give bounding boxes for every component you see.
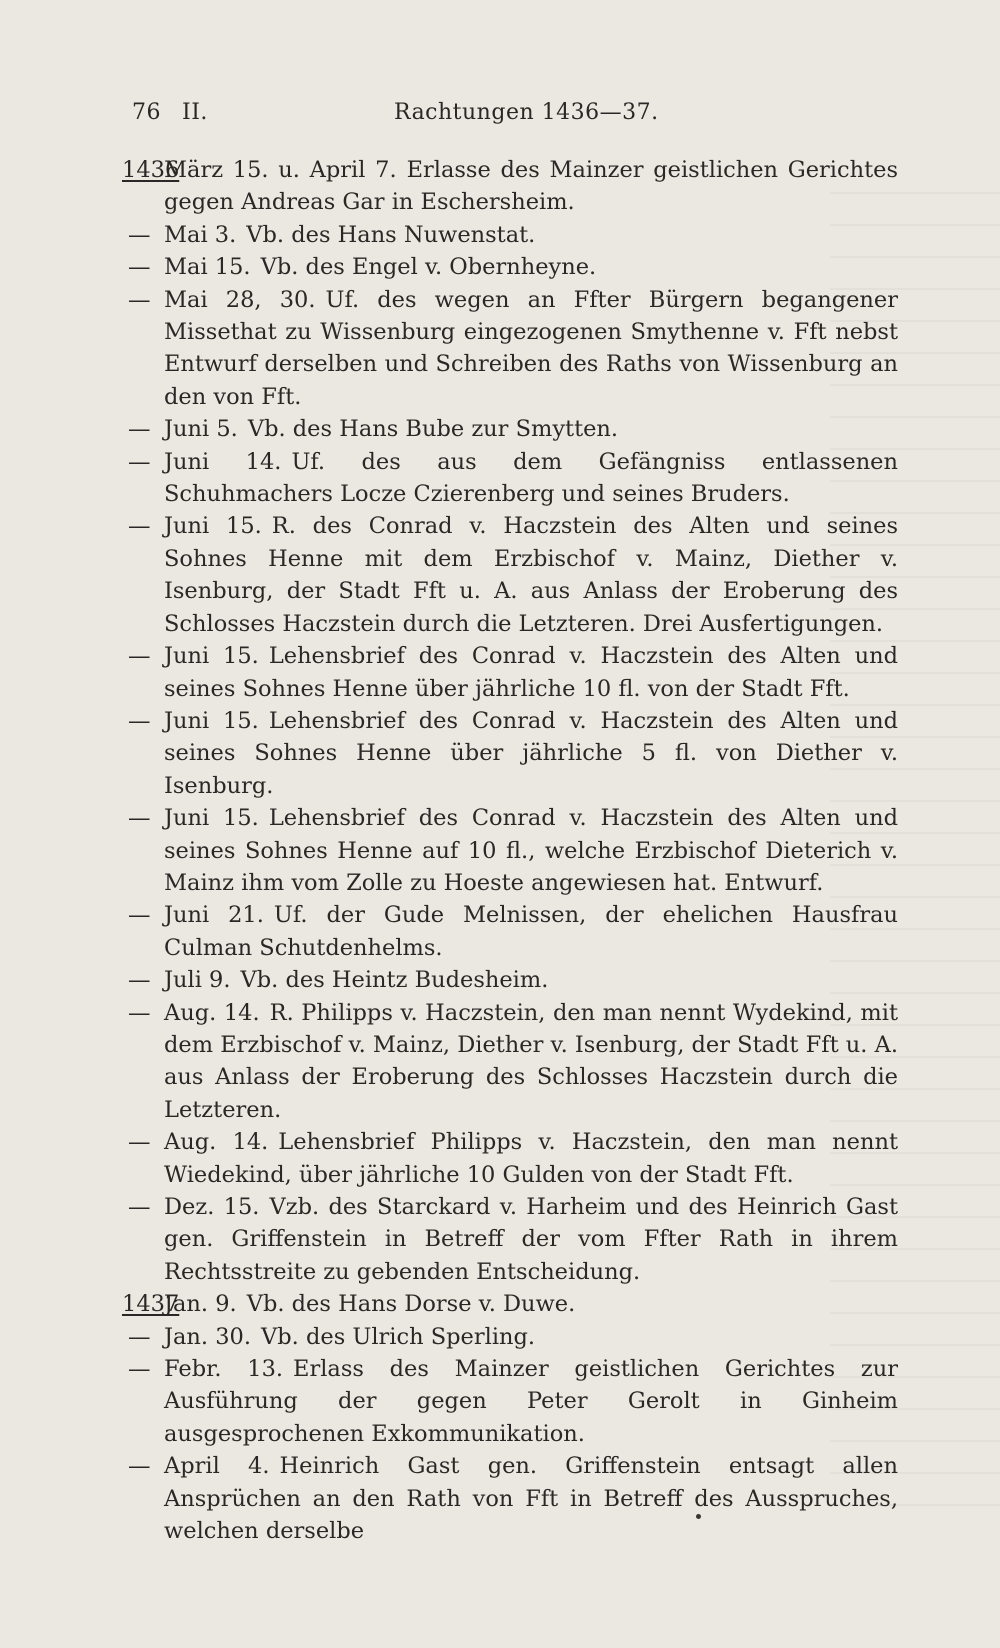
entry-date: Juni 14. xyxy=(164,448,282,475)
entry-date: Mai 28, 30. xyxy=(164,286,316,313)
entry-date: Mai 3. xyxy=(164,221,237,248)
entry-date: Juni 15. xyxy=(164,707,259,734)
list-item xyxy=(122,251,898,283)
entry-date: Febr. 13. xyxy=(164,1356,284,1383)
entry-date: Dez. 15. xyxy=(164,1194,260,1220)
list-item xyxy=(122,1353,898,1450)
ink-speck xyxy=(696,1514,701,1519)
entry-text: Lehensbrief des Conrad v. Haczstein des Alten und seines Sohnes Henne auf 10 fl., welche Erzbischof Dieterich v. Mainz ihm vom Zolle zu Hoeste angewiesen hat. Entwurf. xyxy=(164,805,898,896)
entry-date: Aug. 14. xyxy=(164,1129,269,1156)
list-item xyxy=(122,802,898,899)
entry-dash: — xyxy=(128,805,151,832)
entry-dash: — xyxy=(128,1129,151,1156)
list-item xyxy=(122,446,898,511)
list-item xyxy=(122,1321,898,1353)
entry-text: Erlass des Mainzer geistlichen Gerichtes zur Ausführung der gegen Peter Gerolt in Ginheim ausgesprochenen Exkommunikation. xyxy=(164,1356,898,1447)
entry-year: 1437 xyxy=(122,1291,180,1318)
entry-date: Juli 9. xyxy=(164,967,231,994)
entry-text: Uf. des aus dem Gefängniss entlassenen Schuhmachers Locze Czierenberg und seines Bruders. xyxy=(164,448,898,508)
entry-dash: — xyxy=(128,643,151,670)
entry-dash: — xyxy=(128,1194,151,1220)
entry-dash: — xyxy=(128,513,151,540)
section-number: II. xyxy=(182,100,208,125)
entry-dash: — xyxy=(128,221,151,248)
entry-text: Lehensbrief des Conrad v. Haczstein des Alten und seines Sohnes Henne über jährliche 5 fl. von Diether v. Isenburg. xyxy=(164,707,898,799)
entry-text: Vb. des Hans Bube zur Smytten. xyxy=(247,416,619,443)
list-item xyxy=(122,510,898,640)
entry-text: Heinrich Gast gen. Griffenstein entsagt allen Ansprüchen an den Rath von Fft in Betreff des Ausspruches, welchen derselbe xyxy=(164,1453,898,1545)
entry-dash: — xyxy=(128,967,151,994)
entry-text: R. Philipps v. Haczstein, den man nennt Wydekind, mit dem Erzbischof v. Mainz, Diether v. Isenburg, der Stadt Fft u. A. aus Anlass der Eroberung des Schlosses Haczstein durch die Letzteren. xyxy=(164,999,898,1123)
list-item xyxy=(122,640,898,705)
entry-text: Erlasse des Mainzer geistlichen Gerichtes gegen Andreas Gar in Eschersheim. xyxy=(164,157,898,216)
list-item xyxy=(122,705,898,802)
entry-text: Uf. des wegen an Ffter Bürgern begangener Missethat zu Wissenburg eingezogenen Smythenne v. Fft nebst Entwurf derselben und Schreiben des Raths von Wissenburg an den von Fft. xyxy=(164,286,898,410)
entry-date: Mai 15. xyxy=(164,254,251,281)
list-item xyxy=(122,1191,898,1288)
entry-date: April 4. xyxy=(164,1453,270,1480)
entry-year: 1436 xyxy=(122,157,180,183)
entry-dash: — xyxy=(128,448,151,475)
entry-dash: — xyxy=(128,1356,151,1383)
entry-date: Jan. 9. xyxy=(164,1291,237,1318)
entry-date: Juni 21. xyxy=(164,902,264,929)
entry-text: Uf. der Gude Melnissen, der ehelichen Hausfrau Culman Schutdenhelms. xyxy=(164,902,898,961)
list-item xyxy=(122,1126,898,1191)
entry-date: März 15. u. April 7. xyxy=(164,157,397,183)
entry-text: Lehensbrief Philipps v. Haczstein, den man nennt Wiedekind, über jährliche 10 Gulden von der Stadt Fft. xyxy=(164,1129,898,1188)
list-item xyxy=(122,997,898,1127)
entry-text: Vb. des Engel v. Obernheyne. xyxy=(260,254,597,281)
entry-dash: — xyxy=(128,286,151,313)
entry-dash: — xyxy=(128,1453,151,1480)
page-number: 76 xyxy=(132,100,161,125)
entry-text: R. des Conrad v. Haczstein des Alten und seines Sohnes Henne mit dem Erzbischof v. Mainz, Diether v. Isenburg, der Stadt Fft u. A. aus Anlass der Eroberung des Schlosses Haczstein durch die Letzteren. Drei Ausfertigungen. xyxy=(164,513,898,637)
entry-date: Juni 15. xyxy=(164,513,262,540)
entry-text: Vb. des Hans Nuwenstat. xyxy=(246,221,536,248)
entry-text: Vb. des Hans Dorse v. Duwe. xyxy=(246,1291,576,1318)
entry-dash: — xyxy=(128,902,151,929)
entry-text: Vb. des Ulrich Sperling. xyxy=(261,1323,536,1350)
entry-text: Vb. des Heintz Budesheim. xyxy=(240,967,549,994)
running-title: Rachtungen 1436—37. xyxy=(394,100,659,125)
list-item xyxy=(122,284,898,414)
list-item xyxy=(122,964,898,996)
entry-list xyxy=(122,154,898,1547)
entry-dash: — xyxy=(128,707,151,734)
entry-date: Juni 5. xyxy=(164,416,238,443)
entry-text: Vzb. des Starckard v. Harheim und des Heinrich Gast gen. Griffenstein in Betreff der vom Ffter Rath in ihrem Rechtsstreite zu gebenden Entscheidung. xyxy=(164,1194,898,1285)
list-item xyxy=(122,1288,898,1320)
list-item xyxy=(122,413,898,445)
entry-date: Juni 15. xyxy=(164,805,259,832)
entry-date: Aug. 14. xyxy=(164,999,260,1026)
list-item xyxy=(122,219,898,251)
entry-dash: — xyxy=(128,1323,151,1350)
entry-dash: — xyxy=(128,254,151,281)
entry-text: Lehensbrief des Conrad v. Haczstein des Alten und seines Sohnes Henne über jährliche 10 fl. von der Stadt Fft. xyxy=(164,643,898,702)
entry-dash: — xyxy=(128,999,151,1026)
list-item xyxy=(122,899,898,964)
list-item xyxy=(122,1450,898,1547)
entry-date: Juni 15. xyxy=(164,643,259,670)
list-item xyxy=(122,154,898,219)
entry-date: Jan. 30. xyxy=(164,1323,252,1350)
entry-dash: — xyxy=(128,416,151,443)
